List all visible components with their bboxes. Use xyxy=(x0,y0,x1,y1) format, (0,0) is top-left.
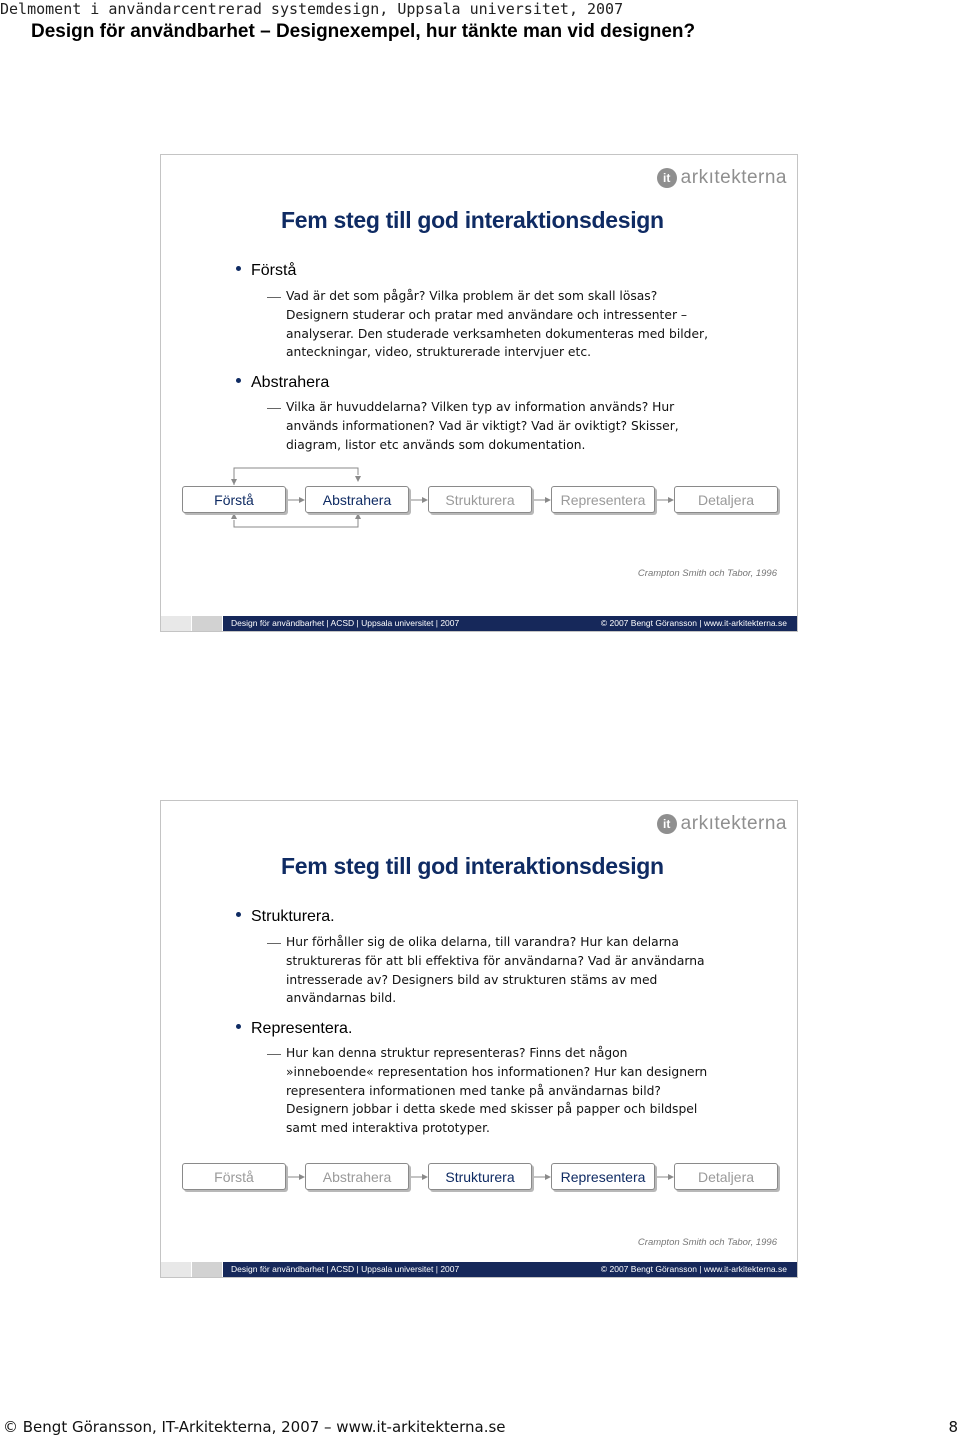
footer-block xyxy=(192,616,222,631)
step-forsta: Förstå xyxy=(182,1163,286,1190)
slide-1 xyxy=(160,154,798,632)
footer-copyright: © 2007 Bengt Göransson | www.it-arkitekterna.se xyxy=(600,1264,787,1274)
slide-2 xyxy=(160,800,798,1278)
footer-copyright: © 2007 Bengt Göransson | www.it-arkitekterna.se xyxy=(600,618,787,628)
text-line: användarnas bild. xyxy=(286,991,397,1006)
text-line: struktureras för att bli effektiva för användarna? Vad är användarna xyxy=(286,953,705,968)
step-abstrahera: Abstrahera xyxy=(305,486,409,513)
step-abstrahera: Abstrahera xyxy=(305,1163,409,1190)
text-line: används informationen? Vad är viktigt? Vad är oviktigt? Skisser, xyxy=(286,418,679,433)
step-strukturera: Strukturera xyxy=(428,486,532,513)
step-detaljera: Detaljera xyxy=(674,1163,778,1190)
logo-badge-icon: it xyxy=(657,814,677,834)
step-forsta: Förstå xyxy=(182,486,286,513)
text-line: samt med interaktiva prototyper. xyxy=(286,1121,490,1136)
bullet-label: Representera. xyxy=(251,1020,353,1037)
step-representera: Representera xyxy=(551,1163,655,1190)
source-credit: Crampton Smith och Tabor, 1996 xyxy=(637,1237,777,1248)
document-title: Design för användbarhet – Designexempel, hur tänkte man vid designen? xyxy=(31,21,696,42)
text-line: Vad är det som pågår? Vilka problem är det som skall lösas? xyxy=(286,289,658,303)
process-arrows xyxy=(161,801,797,1277)
slide-footer-bar xyxy=(161,616,797,631)
footer-course: Design för användbarhet | ACSD | Uppsala universitet | 2007 xyxy=(231,1264,460,1274)
footer-block xyxy=(161,616,191,631)
bullet-label: Förstå xyxy=(251,262,297,279)
bullet-label: Abstrahera xyxy=(251,374,330,391)
footer-block xyxy=(192,1262,222,1277)
source-credit: Crampton Smith och Tabor, 1996 xyxy=(637,568,777,579)
text-line: Vilka är huvuddelarna? Vilken typ av information används? Hur xyxy=(286,400,675,414)
text-line: representera informationen med tanke på användarnas bild? xyxy=(286,1083,661,1098)
bullet-label: Strukturera. xyxy=(251,908,335,925)
text-line: Hur förhåller sig de olika delarna, till varandra? Hur kan delarna xyxy=(286,935,679,949)
slide-title: Fem steg till god interaktionsdesign xyxy=(281,207,664,233)
step-representera: Representera xyxy=(551,486,655,513)
text-line: Hur kan denna struktur representeras? Finns det någon xyxy=(286,1046,628,1060)
text-line: anteckningar, video, strukturerade intervjuer etc. xyxy=(286,345,591,360)
step-strukturera: Strukturera xyxy=(428,1163,532,1190)
document-course-line: Delmoment i användarcentrerad systemdesign, Uppsala universitet, 2007 xyxy=(0,0,624,18)
logo-text: arkıtekterna xyxy=(680,813,787,834)
slide-footer-bar xyxy=(161,1262,797,1277)
text-line: Designern studerar och pratar med användare och intressenter – xyxy=(286,307,688,322)
text-line: diagram, listor etc används som dokumentation. xyxy=(286,437,586,452)
footer-block xyxy=(161,1262,191,1277)
document-copyright: © Bengt Göransson, IT-Arkitekterna, 2007 – www.it-arkitekterna.se xyxy=(3,1418,506,1436)
text-line: intresserade av? Designers bild av strukturen stäms av med xyxy=(286,972,658,987)
footer-dark-band xyxy=(223,616,797,631)
logo-text: arkıtekterna xyxy=(680,167,787,188)
footer-dark-band xyxy=(223,1262,797,1277)
step-detaljera: Detaljera xyxy=(674,486,778,513)
footer-course: Design för användbarhet | ACSD | Uppsala universitet | 2007 xyxy=(231,618,460,628)
page-number: 8 xyxy=(948,1418,958,1436)
process-arrows xyxy=(161,155,797,631)
logo-badge-icon: it xyxy=(657,168,677,188)
text-line: Designern jobbar i detta skede med skisser på papper och bildspel xyxy=(286,1102,698,1117)
slide-title: Fem steg till god interaktionsdesign xyxy=(281,853,664,879)
text-line: analyserar. Den studerade verksamheten dokumenteras med bilder, xyxy=(286,326,708,341)
text-line: »inneboende« representation hos informationen? Hur kan designern xyxy=(286,1064,708,1079)
